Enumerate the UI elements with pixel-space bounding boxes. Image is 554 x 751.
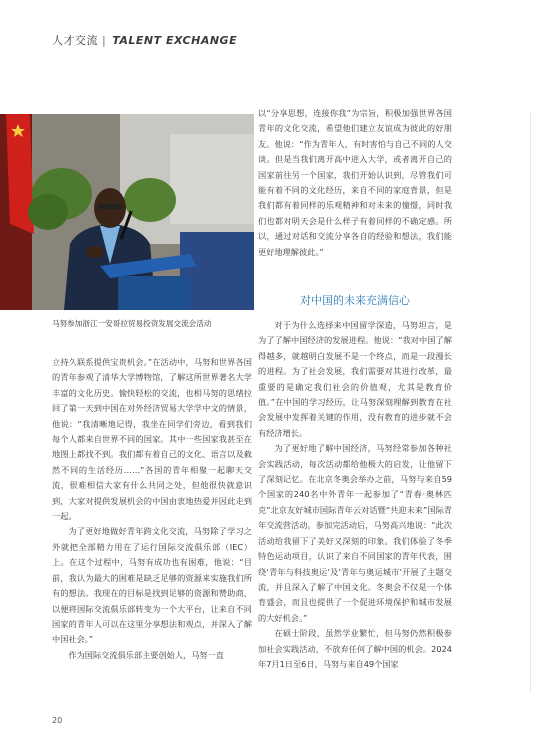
event-photo [0,114,254,310]
page-number: 20 [52,716,63,725]
right-margin-rule [530,112,531,692]
photo-backdrop [180,232,254,310]
left-paragraph-3: 作为国际交流俱乐部主要创始人，马努一直 [68,649,224,660]
photo-plant-right [124,178,176,222]
photo-caption: 马努参加浙江一安哥拉贸易投资发展交流会活动 [52,319,212,328]
photo-podium [118,276,190,310]
section-header [52,32,237,48]
photo-window [170,134,254,224]
left-paragraph-2: 为了更好地做好青年跨文化交流，马努除了学习之外就把全部精力用在了运行国际交流俱乐部（IEC）上。在这个过程中，马努有成功也有困难，他说：“目前，我认为最大的困难是缺乏足够的资源来实施我们所有的想法。我现在的目标是找到足够的资源和赞助商，以便将国际交流俱乐部转变为一个大平台，让来自不同国家的青年人可以在这里分享想法和观点，并深入了解中国社会。” [52,526,252,645]
right-column-bottom [258,318,452,672]
event-photo-illustration [0,114,254,310]
right-paragraph-4: 在硕士阶段，虽然学业繁忙，但马努仍然积极参加社会实践活动，不放弃任何了解中国的机会。2024年7月1日至6日，马努与来自49个国家 [258,628,452,669]
right-paragraph-1: 以“分享思想，连接你我”为宗旨，积极加强世界各国青年的文化交流，希望他们建立友谊成为彼此的好朋友。他说：“作为青年人，有时害怕与自己不同的人交谈。但是当我们离开高中进入大学，或者离开自己的国家前往另一个国家，我们开始认识到，尽管我们可能有着不同的文化经历，来自不同的家庭背景，但是我们都有着同样的乐观精神和对未来的憧憬，同时我们也都对明天会是什么样子有着同样的不确定感。所以，通过对话和交流分享各自的经验和想法，我们能更好地理解彼此。” [258,108,452,257]
photo-speaker-glasses [98,204,122,209]
header-separator: | [102,34,107,47]
right-paragraph-3: 为了更好地了解中国经济，马努经常参加各种社会实践活动，每次活动都给他极大的启发，让他留下了深刻记忆。在北京冬奥会举办之前，马努与来自59个国家的240名中外青年一起参加了“青春·奥林匹克”北京友好城市国际青年云对话暨“共迎未来”国际青年交流营活动。参加完活动后，马努高兴地说：“此次活动给我留下了美好又深刻的印象。我们体验了冬季特色运动项目，认识了来自不同国家的青年代表，围绕‘青年与科技奥运’及‘青年与奥运城市’开展了主题交流，并且深入了解了中国文化。冬奥会不仅是一个体育盛会，而且也提供了一个促进环境保护和城市发展的大好机会。” [258,443,452,623]
photo-speaker-hand [86,246,104,258]
right-paragraph-2: 对于为什么选择来中国留学深造，马努坦言，是为了了解中国经济的发展进程。他说：“我对中国了解得越多，就越明白发展不是一个终点，而是一段漫长的进程。为了社会发展，我们需要对其进行改革，最重要的是确定我们社会的价值观，尤其是教育价值。”在中国的学习经历，让马努深刻理解到教育在社会发展中发挥着关键的作用，没有教育的进步就不会有经济增长。 [258,320,452,438]
header-cn-label: 人才交流 [52,34,98,47]
header-en-label: TALENT EXCHANGE [112,34,238,47]
section-heading: 对中国的未来充满信心 [300,294,410,307]
photo-plant-left-2 [28,194,68,230]
right-column-top [258,106,452,260]
left-paragraph-1: 立持久联系提供宝贵机会。”在活动中，马努和世界各国的青年参观了清华大学博物馆，了解这所世界著名大学丰富的文化历史。愉快轻松的交流，也相马努的思绪拉回了第一天到中国在对外经济贸易大学学中文的情景，他说：“我清晰地记得，我坐在同学们旁边，看到我们每个人都来自世界不同的国家。其中一些国家我甚至在地图上都找不到。我们都有着自己的文化、语言以及截然不同的生活经历……”各国的青年相聚一起聊天交流，很难相信大家有什么共同之处，但他很快就意识到，大家对提供发展机会的中国由衷地热爱并因此走到一起。 [52,357,252,522]
left-column [52,355,252,663]
